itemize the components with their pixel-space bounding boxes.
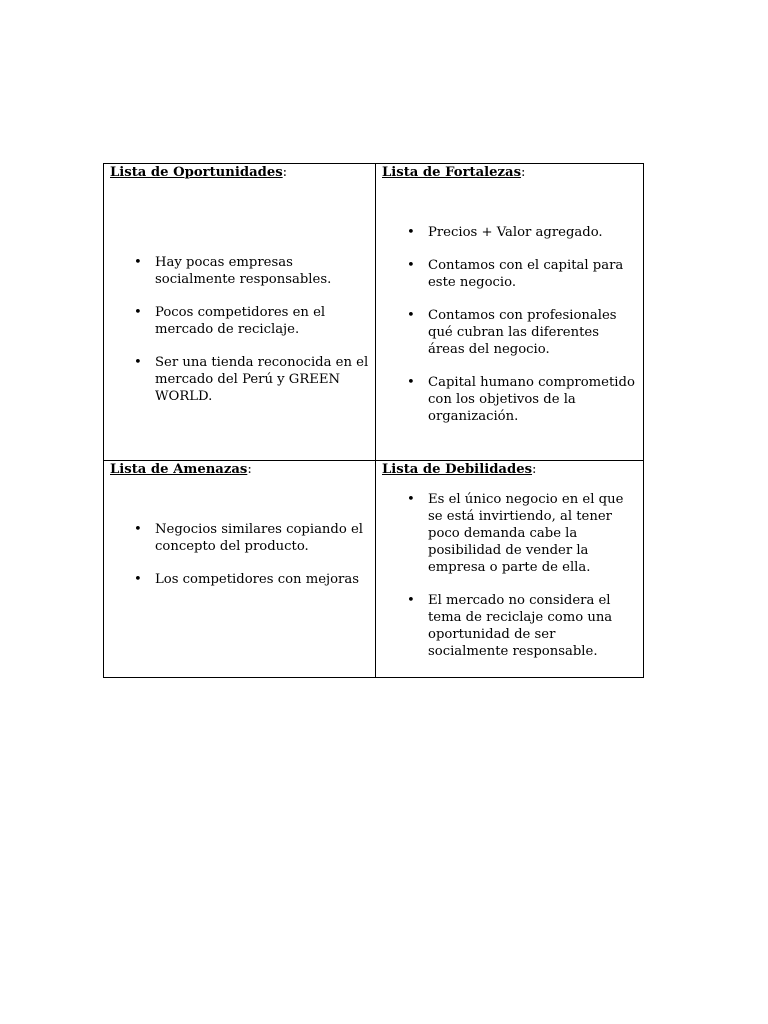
list-item (407, 257, 638, 291)
list-oportunidades (134, 254, 370, 421)
bullet-icon: • (407, 593, 415, 608)
list-debilidades (407, 491, 633, 676)
list-item (407, 307, 638, 358)
title-colon: : (521, 165, 526, 180)
title-text: Lista de Oportunidades (110, 165, 283, 180)
bullet-icon: • (134, 572, 142, 587)
list-item-text: Negocios similares copiando el concepto del producto. (155, 522, 364, 554)
title-text: Lista de Fortalezas (382, 165, 522, 180)
list-item (407, 224, 638, 241)
bullet-icon: • (134, 355, 142, 370)
list-item (407, 592, 633, 660)
cell-title-fortalezas (382, 165, 525, 180)
list-item-text: Los competidores con mejoras (155, 572, 359, 587)
list-item-text: Hay pocas empresas socialmente responsables. (155, 255, 332, 287)
title-text: Lista de Debilidades (382, 462, 533, 477)
title-text: Lista de Amenazas (110, 462, 248, 477)
list-item-text: Contamos con profesionales qué cubran las diferentes áreas del negocio. (428, 308, 617, 357)
swot-table (103, 163, 644, 678)
list-fortalezas (407, 224, 638, 441)
bullet-icon: • (407, 375, 415, 390)
list-item-text: El mercado no considera el tema de reciclaje como una oportunidad de ser socialmente responsable. (428, 593, 613, 659)
list-item (134, 571, 370, 588)
bullet-icon: • (134, 255, 142, 270)
bullet-icon: • (407, 258, 415, 273)
bullet-icon: • (134, 305, 142, 320)
swot-row-top (104, 164, 644, 461)
list-item-text: Ser una tienda reconocida en el mercado del Perú y GREEN WORLD. (155, 355, 369, 404)
cell-oportunidades (104, 164, 376, 461)
bullet-icon: • (407, 225, 415, 240)
list-item-text: Es el único negocio en el que se está invirtiendo, al tener poco demanda cabe la posibilidad de vender la empresa o parte de ella. (428, 492, 624, 575)
cell-title-amenazas (110, 462, 252, 477)
title-colon: : (247, 462, 252, 477)
title-colon: : (282, 165, 288, 180)
list-item (134, 254, 370, 288)
list-item (134, 304, 370, 338)
list-item (407, 491, 633, 576)
list-amenazas (134, 521, 370, 604)
cell-title-oportunidades (110, 165, 287, 180)
bullet-icon: • (407, 492, 415, 507)
list-item (407, 374, 638, 425)
list-item-text: Precios + Valor agregado. (428, 225, 603, 240)
title-colon: : (532, 462, 537, 477)
cell-debilidades (376, 461, 644, 678)
cell-amenazas (104, 461, 376, 678)
bullet-icon: • (134, 522, 142, 537)
list-item-text: Pocos competidores en el mercado de reciclaje. (155, 305, 326, 337)
list-item-text: Capital humano comprometido con los objetivos de la organización. (428, 375, 635, 424)
cell-title-debilidades (382, 462, 536, 477)
list-item (134, 521, 370, 555)
bullet-icon: • (407, 308, 415, 323)
list-item (134, 354, 370, 405)
cell-fortalezas (376, 164, 644, 461)
list-item-text: Contamos con el capital para este negocio. (428, 258, 624, 290)
swot-row-bottom (104, 461, 644, 678)
